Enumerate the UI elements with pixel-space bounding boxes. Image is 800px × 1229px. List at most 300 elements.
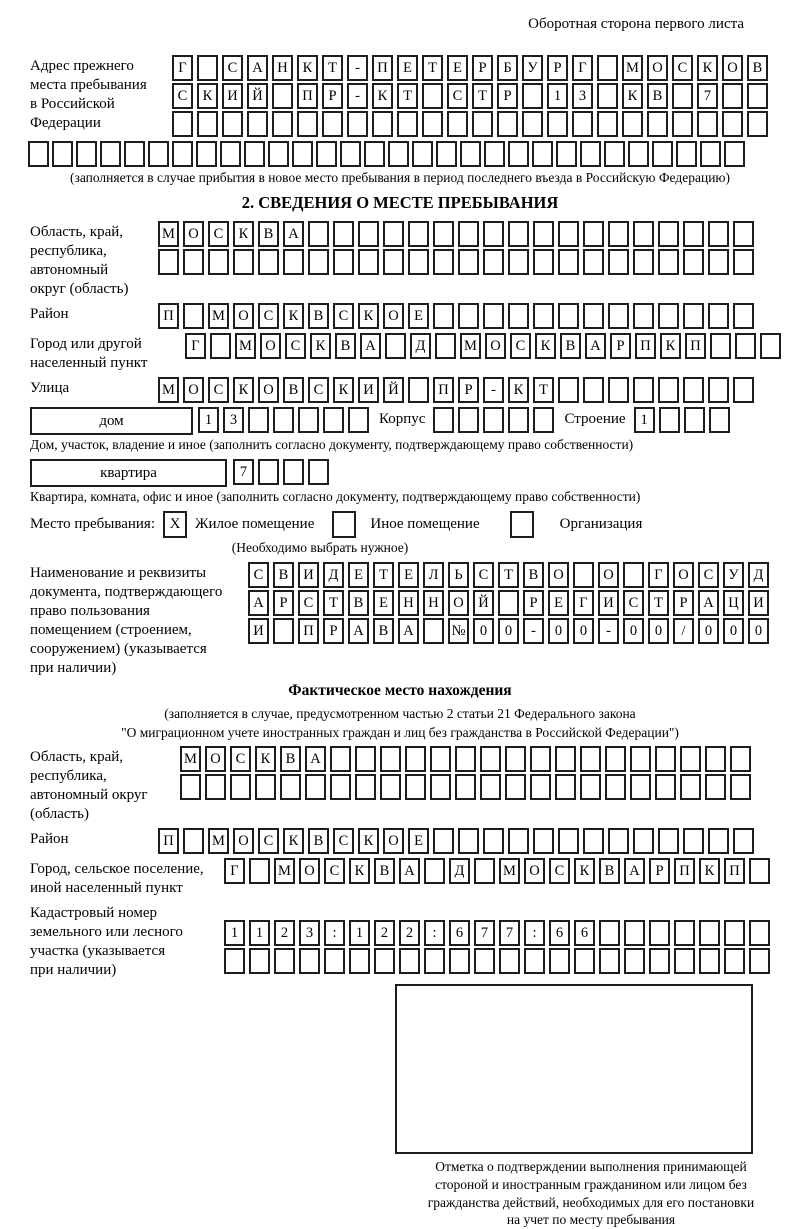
form-cell[interactable]: 0 xyxy=(573,618,594,644)
form-cell[interactable] xyxy=(355,746,376,772)
form-cell[interactable] xyxy=(208,249,229,275)
form-cell[interactable]: Р xyxy=(458,377,479,403)
form-cell[interactable] xyxy=(172,141,193,167)
form-cell[interactable]: С xyxy=(208,377,229,403)
form-cell[interactable] xyxy=(458,828,479,854)
form-cell[interactable]: К xyxy=(699,858,720,884)
form-cell[interactable] xyxy=(449,948,470,974)
form-cell[interactable] xyxy=(633,377,654,403)
form-cell[interactable]: У xyxy=(723,562,744,588)
form-cell[interactable] xyxy=(383,249,404,275)
form-cell[interactable] xyxy=(583,377,604,403)
form-cell[interactable]: С xyxy=(324,858,345,884)
form-cell[interactable]: Р xyxy=(547,55,568,81)
form-cell[interactable] xyxy=(180,774,201,800)
form-cell[interactable] xyxy=(630,746,651,772)
form-cell[interactable] xyxy=(508,407,529,433)
form-cell[interactable]: Е xyxy=(373,590,394,616)
form-cell[interactable]: И xyxy=(748,590,769,616)
checkbox-residential[interactable]: X xyxy=(163,511,187,538)
form-cell[interactable] xyxy=(572,111,593,137)
form-cell[interactable] xyxy=(583,303,604,329)
form-cell[interactable] xyxy=(605,746,626,772)
form-cell[interactable] xyxy=(222,111,243,137)
form-cell[interactable]: Р xyxy=(323,618,344,644)
form-cell[interactable] xyxy=(380,746,401,772)
form-cell[interactable] xyxy=(283,249,304,275)
form-cell[interactable] xyxy=(397,111,418,137)
form-cell[interactable]: 3 xyxy=(572,83,593,109)
form-cell[interactable]: К xyxy=(660,333,681,359)
form-cell[interactable]: П xyxy=(372,55,393,81)
form-cell[interactable]: Е xyxy=(408,303,429,329)
form-cell[interactable] xyxy=(458,407,479,433)
form-cell[interactable]: И xyxy=(298,562,319,588)
form-cell[interactable]: С xyxy=(333,303,354,329)
form-cell[interactable] xyxy=(472,111,493,137)
form-cell[interactable] xyxy=(674,948,695,974)
form-cell[interactable] xyxy=(358,249,379,275)
form-cell[interactable] xyxy=(633,303,654,329)
form-cell[interactable] xyxy=(408,377,429,403)
form-cell[interactable] xyxy=(676,141,697,167)
form-cell[interactable] xyxy=(608,828,629,854)
form-cell[interactable] xyxy=(433,249,454,275)
form-cell[interactable] xyxy=(358,221,379,247)
form-cell[interactable]: Г xyxy=(648,562,669,588)
form-cell[interactable] xyxy=(555,746,576,772)
form-cell[interactable]: / xyxy=(673,618,694,644)
form-cell[interactable] xyxy=(455,746,476,772)
form-cell[interactable]: С xyxy=(473,562,494,588)
form-cell[interactable] xyxy=(608,249,629,275)
form-cell[interactable]: А xyxy=(247,55,268,81)
form-cell[interactable]: К xyxy=(574,858,595,884)
form-cell[interactable]: С xyxy=(258,303,279,329)
form-cell[interactable]: С xyxy=(447,83,468,109)
form-cell[interactable]: О xyxy=(722,55,743,81)
form-cell[interactable] xyxy=(330,774,351,800)
form-cell[interactable]: Р xyxy=(273,590,294,616)
form-cell[interactable]: К xyxy=(233,377,254,403)
form-cell[interactable]: 0 xyxy=(548,618,569,644)
form-cell[interactable]: Т xyxy=(472,83,493,109)
form-cell[interactable]: : xyxy=(324,920,345,946)
form-cell[interactable] xyxy=(100,141,121,167)
form-cell[interactable] xyxy=(647,111,668,137)
form-cell[interactable] xyxy=(530,746,551,772)
form-cell[interactable]: К xyxy=(297,55,318,81)
form-cell[interactable]: Т xyxy=(422,55,443,81)
form-cell[interactable] xyxy=(658,377,679,403)
form-cell[interactable] xyxy=(498,590,519,616)
form-cell[interactable] xyxy=(508,828,529,854)
form-cell[interactable] xyxy=(158,249,179,275)
form-cell[interactable] xyxy=(747,83,768,109)
form-cell[interactable]: А xyxy=(348,618,369,644)
form-cell[interactable] xyxy=(699,920,720,946)
form-cell[interactable] xyxy=(205,774,226,800)
form-cell[interactable] xyxy=(549,948,570,974)
form-cell[interactable]: У xyxy=(522,55,543,81)
form-cell[interactable] xyxy=(255,774,276,800)
form-cell[interactable] xyxy=(558,303,579,329)
form-cell[interactable]: М xyxy=(274,858,295,884)
form-cell[interactable]: В xyxy=(373,618,394,644)
form-cell[interactable]: В xyxy=(560,333,581,359)
form-cell[interactable] xyxy=(722,111,743,137)
form-cell[interactable]: Н xyxy=(423,590,444,616)
form-cell[interactable]: : xyxy=(424,920,445,946)
form-cell[interactable] xyxy=(458,221,479,247)
form-cell[interactable] xyxy=(183,303,204,329)
form-cell[interactable] xyxy=(183,249,204,275)
form-cell[interactable]: 1 xyxy=(634,407,655,433)
form-cell[interactable] xyxy=(599,948,620,974)
form-cell[interactable] xyxy=(399,948,420,974)
form-cell[interactable] xyxy=(680,774,701,800)
form-cell[interactable] xyxy=(533,221,554,247)
form-cell[interactable]: Д xyxy=(748,562,769,588)
form-cell[interactable] xyxy=(364,141,385,167)
form-cell[interactable]: А xyxy=(283,221,304,247)
form-cell[interactable] xyxy=(733,377,754,403)
form-cell[interactable] xyxy=(197,111,218,137)
form-cell[interactable] xyxy=(283,459,304,485)
form-cell[interactable]: С xyxy=(549,858,570,884)
form-cell[interactable] xyxy=(297,111,318,137)
form-cell[interactable] xyxy=(522,111,543,137)
form-cell[interactable]: Ь xyxy=(448,562,469,588)
form-cell[interactable] xyxy=(244,141,265,167)
form-cell[interactable] xyxy=(385,333,406,359)
form-cell[interactable] xyxy=(247,111,268,137)
form-cell[interactable] xyxy=(749,858,770,884)
form-cell[interactable]: С xyxy=(698,562,719,588)
form-cell[interactable]: О xyxy=(383,303,404,329)
form-cell[interactable] xyxy=(735,333,756,359)
form-cell[interactable] xyxy=(322,111,343,137)
form-cell[interactable] xyxy=(622,111,643,137)
form-cell[interactable]: П xyxy=(724,858,745,884)
form-cell[interactable]: В xyxy=(308,828,329,854)
form-cell[interactable] xyxy=(533,828,554,854)
form-cell[interactable] xyxy=(522,83,543,109)
form-cell[interactable] xyxy=(430,774,451,800)
form-cell[interactable]: Г xyxy=(185,333,206,359)
form-cell[interactable]: Т xyxy=(322,55,343,81)
form-cell[interactable]: Г xyxy=(573,590,594,616)
form-cell[interactable]: 0 xyxy=(473,618,494,644)
form-cell[interactable] xyxy=(505,746,526,772)
form-cell[interactable] xyxy=(532,141,553,167)
form-cell[interactable] xyxy=(372,111,393,137)
form-cell[interactable] xyxy=(299,948,320,974)
form-cell[interactable] xyxy=(455,774,476,800)
form-cell[interactable] xyxy=(674,920,695,946)
form-cell[interactable] xyxy=(349,948,370,974)
form-cell[interactable] xyxy=(705,746,726,772)
form-cell[interactable]: А xyxy=(624,858,645,884)
form-cell[interactable]: Ц xyxy=(723,590,744,616)
form-cell[interactable]: О xyxy=(383,828,404,854)
form-cell[interactable] xyxy=(630,774,651,800)
checkbox-organization[interactable] xyxy=(510,511,534,538)
form-cell[interactable] xyxy=(573,562,594,588)
form-cell[interactable] xyxy=(308,221,329,247)
form-cell[interactable] xyxy=(333,221,354,247)
form-cell[interactable]: К xyxy=(358,303,379,329)
form-cell[interactable] xyxy=(355,774,376,800)
form-cell[interactable]: С xyxy=(258,828,279,854)
form-cell[interactable] xyxy=(583,828,604,854)
form-cell[interactable] xyxy=(480,774,501,800)
form-cell[interactable] xyxy=(697,111,718,137)
form-cell[interactable] xyxy=(292,141,313,167)
form-cell[interactable]: 1 xyxy=(198,407,219,433)
form-cell[interactable]: В xyxy=(599,858,620,884)
form-cell[interactable]: П xyxy=(158,828,179,854)
form-cell[interactable]: 0 xyxy=(498,618,519,644)
form-cell[interactable] xyxy=(497,111,518,137)
form-cell[interactable] xyxy=(430,746,451,772)
form-cell[interactable]: - xyxy=(347,55,368,81)
form-cell[interactable]: М xyxy=(622,55,643,81)
form-cell[interactable] xyxy=(749,920,770,946)
form-cell[interactable]: В xyxy=(747,55,768,81)
form-cell[interactable]: К xyxy=(622,83,643,109)
form-cell[interactable] xyxy=(672,111,693,137)
form-cell[interactable] xyxy=(533,407,554,433)
form-cell[interactable]: К xyxy=(372,83,393,109)
form-cell[interactable] xyxy=(249,948,270,974)
form-cell[interactable] xyxy=(730,746,751,772)
form-cell[interactable]: А xyxy=(398,618,419,644)
form-cell[interactable] xyxy=(340,141,361,167)
form-cell[interactable] xyxy=(623,562,644,588)
form-cell[interactable] xyxy=(220,141,241,167)
form-cell[interactable] xyxy=(558,377,579,403)
form-cell[interactable]: П xyxy=(685,333,706,359)
form-cell[interactable]: И xyxy=(248,618,269,644)
form-cell[interactable] xyxy=(224,948,245,974)
form-cell[interactable] xyxy=(388,141,409,167)
form-cell[interactable]: М xyxy=(180,746,201,772)
form-cell[interactable]: С xyxy=(222,55,243,81)
form-cell[interactable]: К xyxy=(349,858,370,884)
form-cell[interactable]: О xyxy=(183,377,204,403)
form-cell[interactable] xyxy=(124,141,145,167)
form-cell[interactable] xyxy=(433,407,454,433)
form-cell[interactable]: М xyxy=(158,221,179,247)
form-cell[interactable]: В xyxy=(273,562,294,588)
form-cell[interactable]: В xyxy=(348,590,369,616)
form-cell[interactable]: К xyxy=(197,83,218,109)
form-cell[interactable]: Е xyxy=(548,590,569,616)
form-cell[interactable]: К xyxy=(358,828,379,854)
form-cell[interactable] xyxy=(599,920,620,946)
form-cell[interactable] xyxy=(683,221,704,247)
form-cell[interactable] xyxy=(347,111,368,137)
form-cell[interactable]: О xyxy=(233,303,254,329)
form-cell[interactable] xyxy=(483,407,504,433)
form-cell[interactable] xyxy=(597,83,618,109)
form-cell[interactable]: Е xyxy=(348,562,369,588)
form-cell[interactable]: : xyxy=(524,920,545,946)
form-cell[interactable]: А xyxy=(248,590,269,616)
form-cell[interactable] xyxy=(405,746,426,772)
form-cell[interactable]: Б xyxy=(497,55,518,81)
form-cell[interactable]: В xyxy=(374,858,395,884)
form-cell[interactable]: О xyxy=(183,221,204,247)
form-cell[interactable]: 7 xyxy=(233,459,254,485)
form-cell[interactable] xyxy=(433,303,454,329)
form-cell[interactable]: К xyxy=(255,746,276,772)
form-cell[interactable] xyxy=(272,111,293,137)
form-cell[interactable] xyxy=(76,141,97,167)
form-cell[interactable] xyxy=(148,141,169,167)
form-cell[interactable]: О xyxy=(598,562,619,588)
form-cell[interactable]: № xyxy=(448,618,469,644)
form-cell[interactable] xyxy=(330,746,351,772)
form-cell[interactable]: К xyxy=(697,55,718,81)
form-cell[interactable] xyxy=(458,303,479,329)
form-cell[interactable]: Т xyxy=(648,590,669,616)
form-cell[interactable]: К xyxy=(283,828,304,854)
form-cell[interactable] xyxy=(408,221,429,247)
form-cell[interactable] xyxy=(305,774,326,800)
form-cell[interactable] xyxy=(597,55,618,81)
form-cell[interactable]: О xyxy=(299,858,320,884)
form-cell[interactable] xyxy=(499,948,520,974)
form-cell[interactable] xyxy=(683,303,704,329)
form-cell[interactable]: И xyxy=(358,377,379,403)
form-cell[interactable]: Д xyxy=(323,562,344,588)
form-cell[interactable]: С xyxy=(208,221,229,247)
form-cell[interactable]: 0 xyxy=(723,618,744,644)
form-cell[interactable] xyxy=(724,141,745,167)
form-cell[interactable] xyxy=(580,746,601,772)
form-cell[interactable] xyxy=(273,618,294,644)
form-cell[interactable] xyxy=(658,303,679,329)
form-cell[interactable] xyxy=(333,249,354,275)
form-cell[interactable]: 7 xyxy=(474,920,495,946)
form-cell[interactable]: С xyxy=(333,828,354,854)
form-cell[interactable]: 0 xyxy=(623,618,644,644)
form-cell[interactable] xyxy=(273,407,294,433)
form-cell[interactable]: В xyxy=(283,377,304,403)
form-cell[interactable]: 2 xyxy=(374,920,395,946)
form-cell[interactable] xyxy=(760,333,781,359)
form-cell[interactable]: К xyxy=(310,333,331,359)
form-cell[interactable]: О xyxy=(485,333,506,359)
form-cell[interactable] xyxy=(655,774,676,800)
form-cell[interactable] xyxy=(316,141,337,167)
form-cell[interactable] xyxy=(249,858,270,884)
form-cell[interactable] xyxy=(524,948,545,974)
form-cell[interactable]: О xyxy=(205,746,226,772)
form-cell[interactable]: П xyxy=(298,618,319,644)
form-cell[interactable] xyxy=(574,948,595,974)
form-cell[interactable]: А xyxy=(305,746,326,772)
form-cell[interactable]: Р xyxy=(649,858,670,884)
form-cell[interactable] xyxy=(424,858,445,884)
form-cell[interactable]: 6 xyxy=(549,920,570,946)
form-cell[interactable] xyxy=(683,377,704,403)
form-cell[interactable]: - xyxy=(347,83,368,109)
form-cell[interactable]: С xyxy=(248,562,269,588)
form-cell[interactable] xyxy=(530,774,551,800)
form-cell[interactable] xyxy=(280,774,301,800)
form-cell[interactable]: 0 xyxy=(748,618,769,644)
form-cell[interactable] xyxy=(624,948,645,974)
form-cell[interactable] xyxy=(308,459,329,485)
form-cell[interactable] xyxy=(447,111,468,137)
form-cell[interactable] xyxy=(608,303,629,329)
form-cell[interactable]: М xyxy=(235,333,256,359)
form-cell[interactable] xyxy=(412,141,433,167)
form-cell[interactable]: Е xyxy=(447,55,468,81)
form-cell[interactable]: Й xyxy=(247,83,268,109)
form-cell[interactable] xyxy=(422,83,443,109)
form-cell[interactable] xyxy=(608,221,629,247)
form-cell[interactable] xyxy=(233,249,254,275)
form-cell[interactable]: Т xyxy=(373,562,394,588)
form-cell[interactable]: П xyxy=(433,377,454,403)
form-cell[interactable] xyxy=(733,303,754,329)
form-cell[interactable] xyxy=(658,221,679,247)
form-cell[interactable]: В xyxy=(523,562,544,588)
form-cell[interactable]: 6 xyxy=(574,920,595,946)
form-cell[interactable] xyxy=(708,828,729,854)
form-cell[interactable]: Е xyxy=(398,562,419,588)
form-cell[interactable] xyxy=(555,774,576,800)
form-cell[interactable] xyxy=(508,141,529,167)
form-cell[interactable] xyxy=(435,333,456,359)
form-cell[interactable] xyxy=(649,948,670,974)
form-cell[interactable]: М xyxy=(460,333,481,359)
form-cell[interactable] xyxy=(708,249,729,275)
form-cell[interactable] xyxy=(597,111,618,137)
form-cell[interactable] xyxy=(683,828,704,854)
form-cell[interactable]: Т xyxy=(397,83,418,109)
form-cell[interactable] xyxy=(605,774,626,800)
form-cell[interactable] xyxy=(323,407,344,433)
form-cell[interactable] xyxy=(547,111,568,137)
form-cell[interactable] xyxy=(709,407,730,433)
form-cell[interactable] xyxy=(672,83,693,109)
form-cell[interactable] xyxy=(583,249,604,275)
form-cell[interactable] xyxy=(624,920,645,946)
form-cell[interactable] xyxy=(196,141,217,167)
form-cell[interactable] xyxy=(52,141,73,167)
form-cell[interactable] xyxy=(708,377,729,403)
form-cell[interactable] xyxy=(558,249,579,275)
form-cell[interactable] xyxy=(700,141,721,167)
form-cell[interactable]: П xyxy=(674,858,695,884)
form-cell[interactable]: А xyxy=(360,333,381,359)
form-cell[interactable]: С xyxy=(172,83,193,109)
form-cell[interactable]: С xyxy=(672,55,693,81)
form-cell[interactable]: М xyxy=(158,377,179,403)
form-cell[interactable] xyxy=(474,858,495,884)
form-cell[interactable] xyxy=(230,774,251,800)
form-cell[interactable]: Д xyxy=(449,858,470,884)
form-cell[interactable] xyxy=(508,303,529,329)
form-cell[interactable]: О xyxy=(647,55,668,81)
form-cell[interactable] xyxy=(183,828,204,854)
form-cell[interactable]: 2 xyxy=(274,920,295,946)
